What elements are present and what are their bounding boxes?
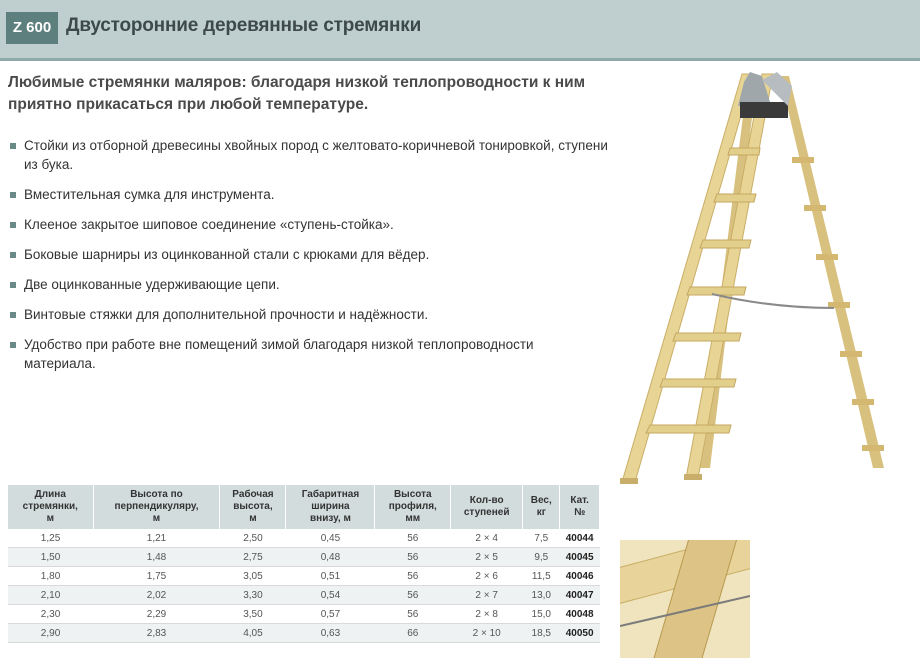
cell-catalog-number: 40044 xyxy=(560,529,600,548)
cell-vertical-height: 2,29 xyxy=(93,605,220,624)
cell-profile-height: 56 xyxy=(375,586,451,605)
cell-catalog-number: 40046 xyxy=(560,567,600,586)
rear-stile-right xyxy=(780,76,884,468)
cell-profile-height: 56 xyxy=(375,567,451,586)
cell-working-height: 3,05 xyxy=(220,567,286,586)
feature-item xyxy=(8,136,608,174)
cell-weight: 9,5 xyxy=(523,548,560,567)
cell-catalog-number: 40047 xyxy=(560,586,600,605)
lead-text: Любимые стремянки маляров: благодаря низкой теплопроводности к ним приятно прикасаться при любой температуре. xyxy=(8,74,586,113)
cell-length: 2,30 xyxy=(8,605,93,624)
cell-profile-height: 56 xyxy=(375,548,451,567)
cell-steps: 2 × 6 xyxy=(451,567,523,586)
cell-length: 1,25 xyxy=(8,529,93,548)
tool-bag xyxy=(740,102,788,118)
feature-item xyxy=(8,245,608,264)
bullet-icon xyxy=(10,252,16,258)
table-header-row xyxy=(8,485,600,529)
product-code-badge: Z 600 xyxy=(6,12,58,44)
bullet-icon xyxy=(10,143,16,149)
joint-detail-photo xyxy=(620,540,750,658)
rear-steps xyxy=(792,157,884,451)
bullet-icon xyxy=(10,222,16,228)
bullet-icon xyxy=(10,192,16,198)
col-header-steps: Кол-во ступеней xyxy=(451,485,523,529)
feature-item xyxy=(8,335,608,373)
cell-profile-height: 56 xyxy=(375,605,451,624)
cell-length: 2,90 xyxy=(8,624,93,643)
cell-steps: 2 × 4 xyxy=(451,529,523,548)
col-header-profile-height: Высота профиля, мм xyxy=(375,485,451,529)
feature-text: Клееное закрытое шиповое соединение «ступень-стойка». xyxy=(24,217,394,232)
feature-item xyxy=(8,185,608,204)
cell-working-height: 2,75 xyxy=(220,548,286,567)
page-title: Двусторонние деревянные стремянки xyxy=(66,15,422,36)
col-header-length: Длина стремянки, м xyxy=(8,485,93,529)
feature-text: Две оцинкованные удерживающие цепи. xyxy=(24,277,280,292)
cell-working-height: 2,50 xyxy=(220,529,286,548)
feature-text: Стойки из отборной древесины хвойных пород с желтовато-коричневой тонировкой, ступени из бука. xyxy=(24,138,608,172)
cell-vertical-height: 2,02 xyxy=(93,586,220,605)
feature-item xyxy=(8,305,608,324)
cell-length: 1,50 xyxy=(8,548,93,567)
cell-length: 1,80 xyxy=(8,567,93,586)
ladder-photo xyxy=(612,62,920,522)
cell-weight: 7,5 xyxy=(523,529,560,548)
bullet-icon xyxy=(10,342,16,348)
feature-list xyxy=(8,136,608,384)
feature-item xyxy=(8,215,608,234)
feature-text: Вместительная сумка для инструмента. xyxy=(24,187,275,202)
table-row xyxy=(8,605,600,624)
col-header-catalog-number: Кат. № xyxy=(560,485,600,529)
cell-working-height: 4,05 xyxy=(220,624,286,643)
cell-vertical-height: 2,83 xyxy=(93,624,220,643)
cell-weight: 11,5 xyxy=(523,567,560,586)
cell-base-width: 0,54 xyxy=(286,586,375,605)
table-row xyxy=(8,624,600,643)
bullet-icon xyxy=(10,312,16,318)
cell-catalog-number: 40050 xyxy=(560,624,600,643)
table-row xyxy=(8,548,600,567)
cell-base-width: 0,63 xyxy=(286,624,375,643)
cell-length: 2,10 xyxy=(8,586,93,605)
table-row xyxy=(8,567,600,586)
cell-steps: 2 × 10 xyxy=(451,624,523,643)
cell-base-width: 0,45 xyxy=(286,529,375,548)
cell-vertical-height: 1,75 xyxy=(93,567,220,586)
col-header-vertical-height: Высота по перпендикуляру, м xyxy=(93,485,220,529)
cell-vertical-height: 1,48 xyxy=(93,548,220,567)
feature-text: Боковые шарниры из оцинкованной стали с крюками для вёдер. xyxy=(24,247,430,262)
cell-profile-height: 66 xyxy=(375,624,451,643)
cell-weight: 13,0 xyxy=(523,586,560,605)
spec-table xyxy=(8,485,600,643)
cell-steps: 2 × 8 xyxy=(451,605,523,624)
foot-left xyxy=(620,478,638,484)
joint-detail-illustration xyxy=(620,540,750,658)
ladder-illustration xyxy=(612,62,920,522)
cell-profile-height: 56 xyxy=(375,529,451,548)
table-row xyxy=(8,529,600,548)
cell-catalog-number: 40048 xyxy=(560,605,600,624)
feature-text: Винтовые стяжки для дополнительной прочности и надёжности. xyxy=(24,307,429,322)
cell-steps: 2 × 5 xyxy=(451,548,523,567)
header-divider xyxy=(0,58,920,61)
cell-weight: 15,0 xyxy=(523,605,560,624)
cell-steps: 2 × 7 xyxy=(451,586,523,605)
col-header-weight: Вес, кг xyxy=(523,485,560,529)
bullet-icon xyxy=(10,282,16,288)
cell-catalog-number: 40045 xyxy=(560,548,600,567)
feature-text: Удобство при работе вне помещений зимой благодаря низкой теплопроводности материала. xyxy=(24,337,534,371)
cell-working-height: 3,30 xyxy=(220,586,286,605)
cell-weight: 18,5 xyxy=(523,624,560,643)
cell-base-width: 0,48 xyxy=(286,548,375,567)
cell-working-height: 3,50 xyxy=(220,605,286,624)
feature-item xyxy=(8,275,608,294)
cell-base-width: 0,57 xyxy=(286,605,375,624)
foot-right xyxy=(684,474,702,480)
col-header-working-height: Рабочая высота, м xyxy=(220,485,286,529)
col-header-base-width: Габаритная ширина внизу, м xyxy=(286,485,375,529)
cell-vertical-height: 1,21 xyxy=(93,529,220,548)
cell-base-width: 0,51 xyxy=(286,567,375,586)
table-row xyxy=(8,586,600,605)
